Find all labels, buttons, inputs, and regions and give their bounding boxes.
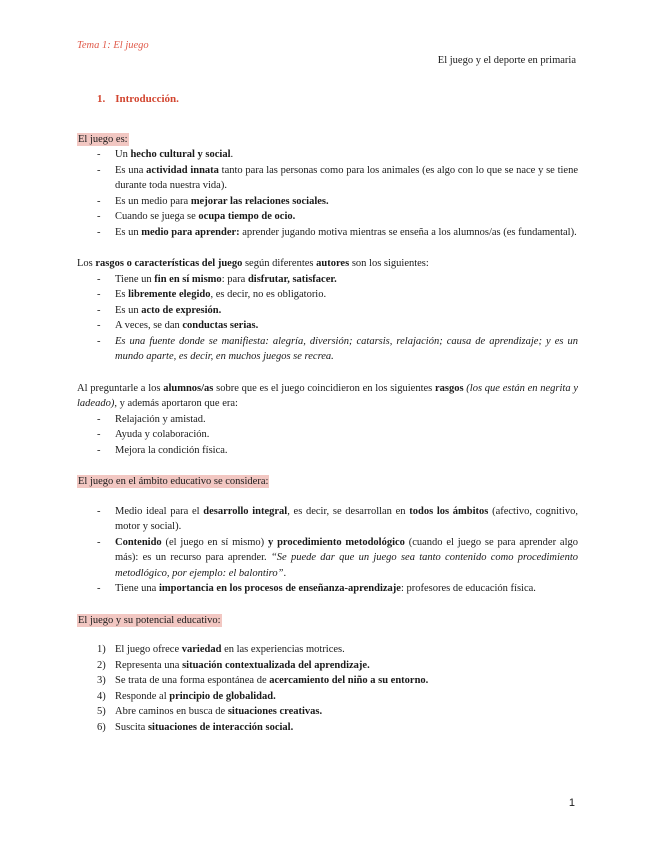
header-course: El juego y el deporte en primaria bbox=[437, 55, 576, 66]
list-item: 3) Se trata de una forma espontánea de acercamiento del niño a su entorno. bbox=[97, 675, 429, 686]
section-number: 1. bbox=[97, 93, 106, 105]
list-item: 6) Suscita situaciones de interacción social. bbox=[97, 721, 294, 733]
list-item: - Ayuda y colaboración. bbox=[97, 429, 210, 440]
section-title bbox=[97, 92, 578, 108]
list-item: 2) Representa una situación contextualizada del aprendizaje. bbox=[97, 659, 370, 671]
juego-es-heading: El juego es: bbox=[78, 133, 128, 145]
list-item: - Cuando se juega se ocupa tiempo de ocio. bbox=[97, 211, 296, 222]
list-item: - Medio ideal para el desarrollo integral, es decir, se desarrollan en todos los ámbitos (afectivo, cognitivo, motor y social). bbox=[97, 505, 578, 532]
list-item: - A veces, se dan conductas serias. bbox=[97, 320, 259, 331]
list-item: - Contenido (el juego en sí mismo) y procedimiento metodológico (cuando el juego se para aprender algo más): es un recurso para aprender. “Se puede dar que un juego sea tanto contenido como procedimiento metodlógico, por ejemplo: el balontiro”. bbox=[97, 536, 579, 579]
alumnos-list bbox=[77, 412, 578, 459]
page-number: 1 bbox=[568, 797, 575, 809]
list-item: - Relajación y amistad. bbox=[97, 413, 206, 425]
document-body bbox=[77, 92, 578, 735]
alumnos-paragraph: Al preguntarle a los alumnos/as sobre que es el juego coincidieron en los siguientes rasgos (los que están en negrita y ladeado), y además aportaron que era: bbox=[77, 382, 578, 409]
header-chapter: Tema 1: El juego bbox=[77, 40, 149, 51]
list-item: - Es una fuente donde se manifiesta: alegría, diversión; catarsis, relajación; causa de aprendizaje; y es un mundo aparte, es decir, en muchos juegos se recrea. bbox=[97, 335, 578, 362]
list-item: - Es un medio para aprender: aprender jugando motiva mientras se enseña a los alumnos/as (es fundamental). bbox=[97, 226, 577, 238]
rasgos-paragraph: Los rasgos o características del juego según diferentes autores son los siguientes: bbox=[77, 258, 429, 269]
list-item: - Tiene un fin en sí mismo: para disfrutar, satisfacer. bbox=[97, 273, 337, 285]
juego-es-list bbox=[77, 147, 578, 240]
list-item: 1) El juego ofrece variedad en las experiencias motrices. bbox=[97, 644, 345, 655]
potencial-heading: El juego y su potencial educativo: bbox=[78, 614, 221, 626]
list-item: - Es un medio para mejorar las relaciones sociales. bbox=[97, 195, 329, 207]
list-item: - Un hecho cultural y social. bbox=[97, 149, 234, 160]
list-item: - Es libremente elegido, es decir, no es obligatorio. bbox=[97, 289, 327, 300]
list-item: - Mejora la condición física. bbox=[97, 444, 228, 456]
list-item: 4) Responde al principio de globalidad. bbox=[97, 690, 276, 702]
list-item: - Es un acto de expresión. bbox=[97, 304, 222, 316]
rasgos-list bbox=[77, 272, 578, 365]
list-item: - Es una actividad innata tanto para las personas como para los animales (es algo con lo que se nace y se tiene durante toda nuestra vida). bbox=[97, 164, 578, 191]
potencial-list bbox=[77, 642, 578, 735]
educativo-heading: El juego en el ámbito educativo se considera: bbox=[78, 476, 269, 487]
educativo-list bbox=[77, 504, 578, 597]
section-title-text: Introducción. bbox=[115, 93, 179, 105]
list-item: - Tiene una importancia en los procesos de enseñanza-aprendizaje: profesores de educación física. bbox=[97, 583, 536, 594]
list-item: 5) Abre caminos en busca de situaciones creativas. bbox=[97, 706, 323, 717]
